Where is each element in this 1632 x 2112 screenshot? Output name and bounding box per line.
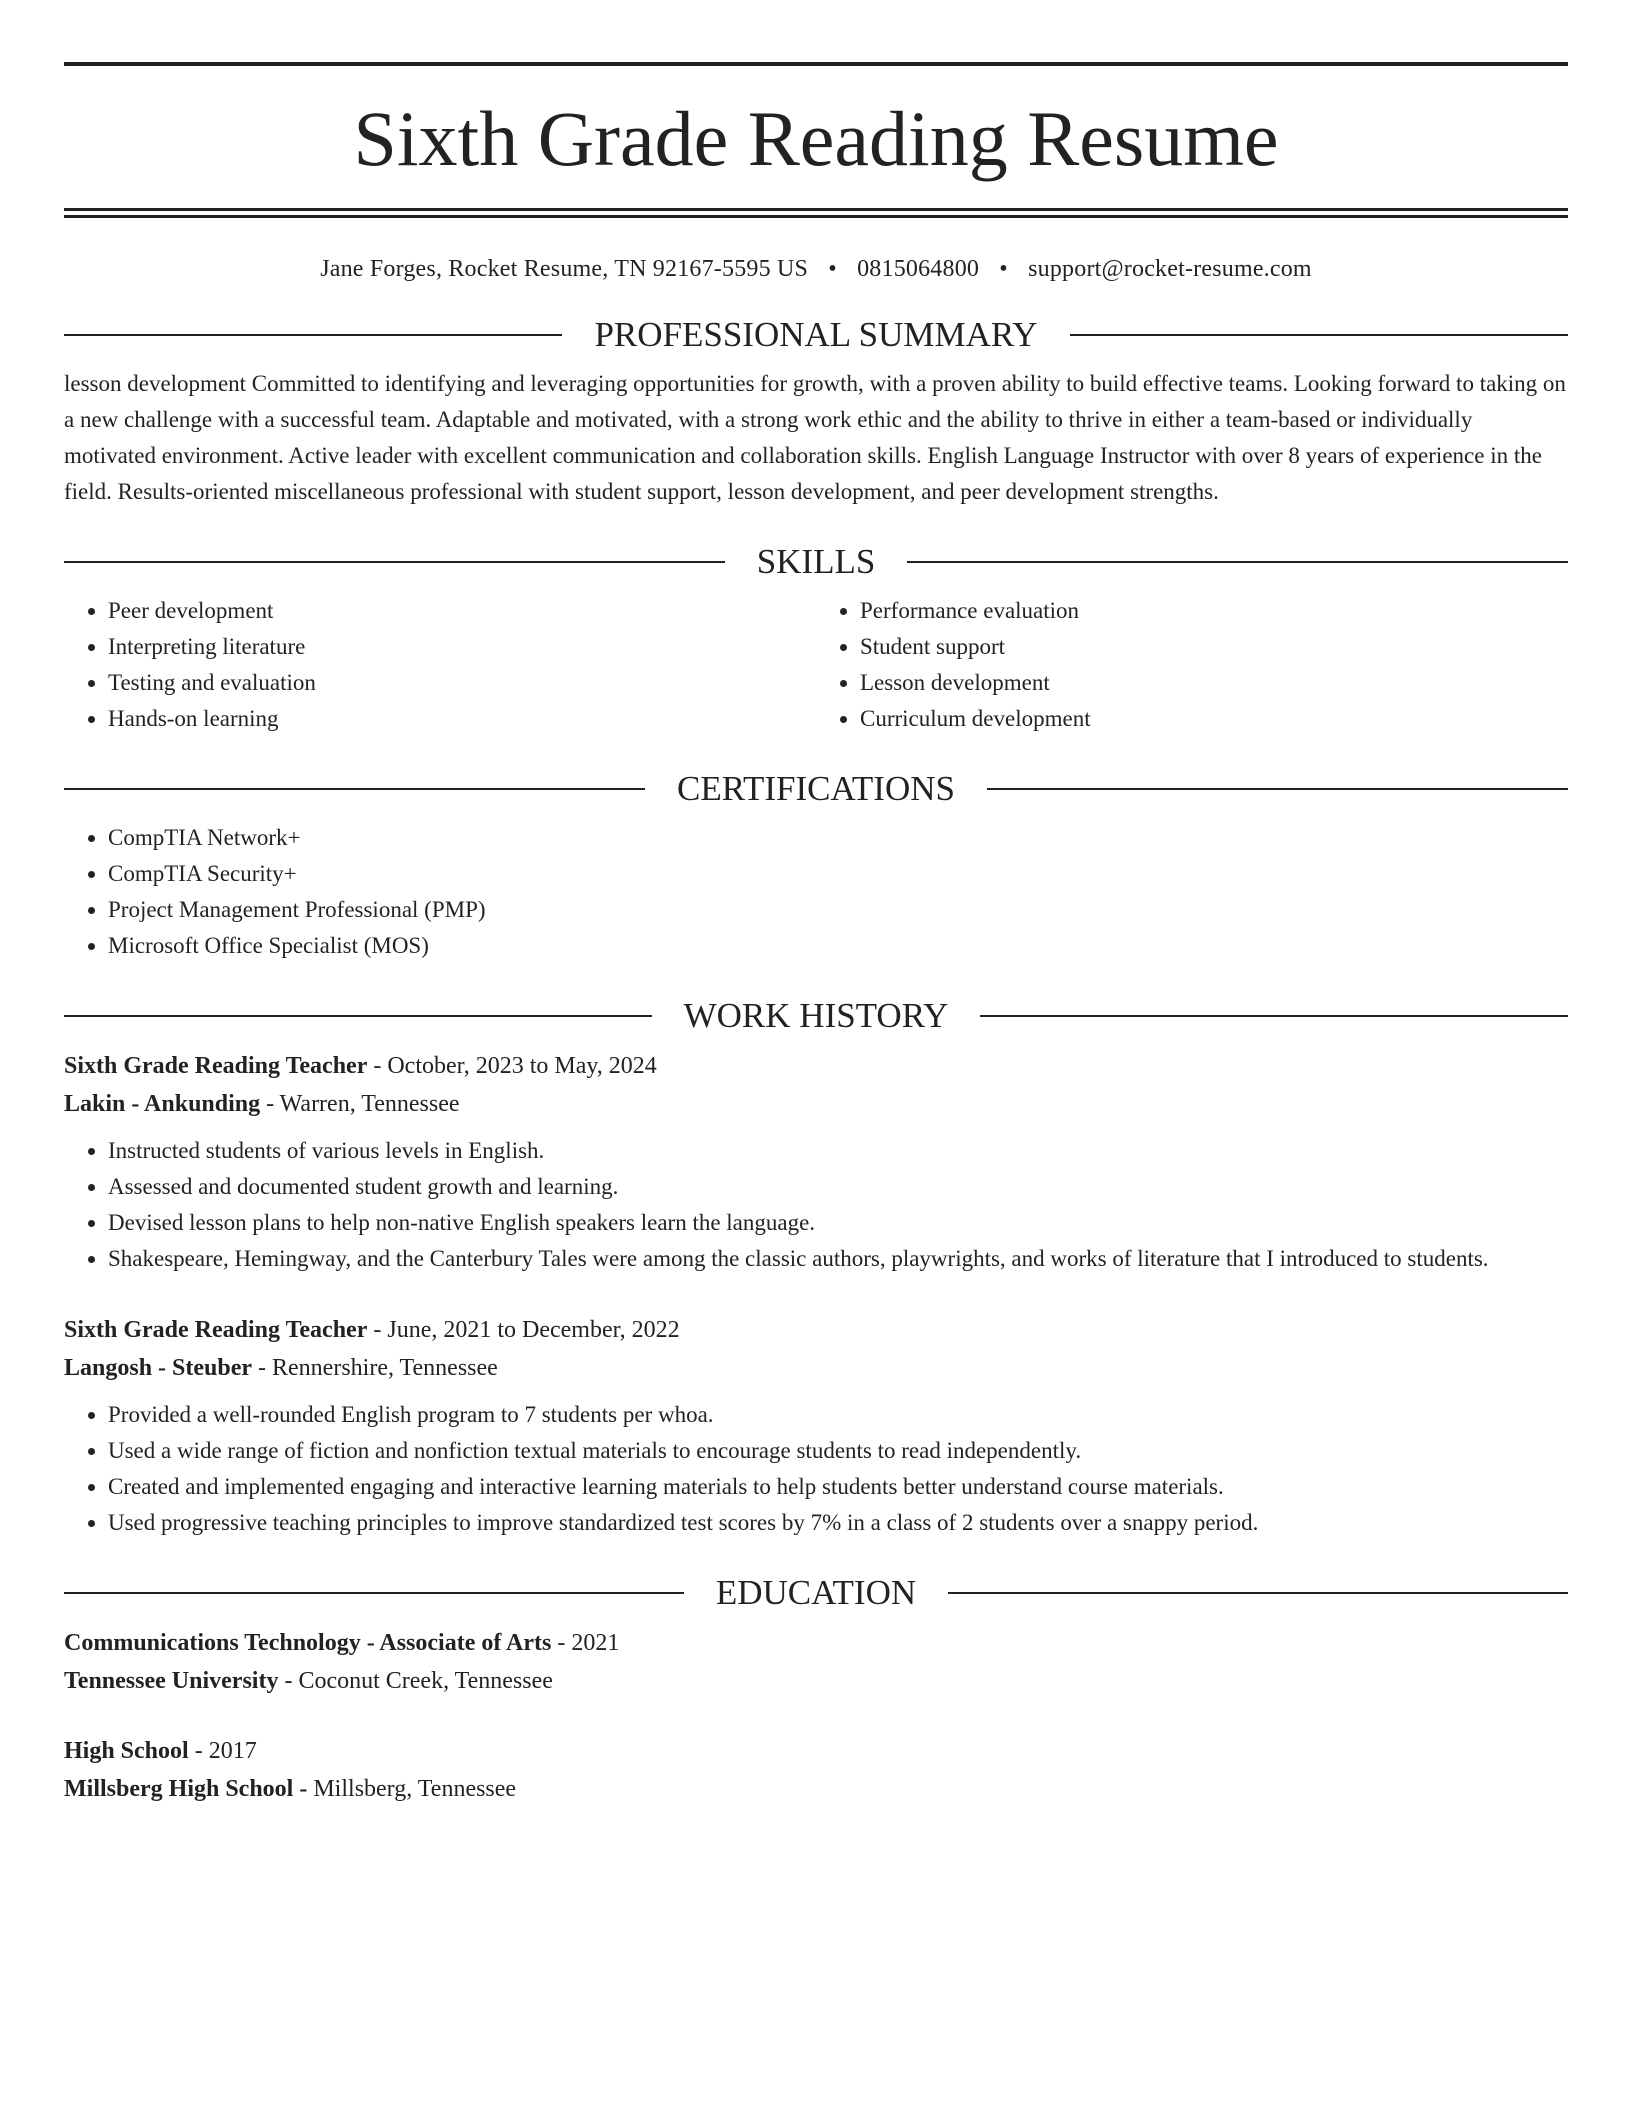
divider: [980, 1015, 1568, 1017]
skill-item: • Curriculum development: [860, 701, 1568, 737]
resume-page: [64, 0, 1568, 1808]
job-bullet: • Used a wide range of fiction and nonfiction textual materials to encourage students to read independently.: [108, 1433, 1568, 1469]
job-bullet: • Instructed students of various levels in English.: [108, 1133, 1568, 1169]
education-degree-line: [64, 1624, 1568, 1662]
job-bullet: • Used progressive teaching principles to improve standardized test scores by 7% in a class of 2 students over a snappy period.: [108, 1505, 1568, 1541]
job-bullet: • Shakespeare, Hemingway, and the Canterbury Tales were among the classic authors, playwrights, and works of literature that I introduced to students.: [108, 1241, 1568, 1277]
skills-list-left: [64, 593, 816, 737]
divider: [64, 1015, 652, 1017]
title-double-rule: [64, 208, 1568, 218]
job-company-line: [64, 1349, 1568, 1387]
education-school: Tennessee University: [64, 1668, 279, 1694]
job-location: - Warren, Tennessee: [260, 1091, 460, 1117]
skill-item: • Testing and evaluation: [108, 665, 816, 701]
job-bullet: • Created and implemented engaging and interactive learning materials to help students better understand course materials.: [108, 1469, 1568, 1505]
education-degree-line: [64, 1732, 1568, 1770]
divider: [907, 561, 1568, 563]
work-heading: WORK HISTORY: [683, 996, 949, 1035]
contact-address: Jane Forges, Rocket Resume, TN 92167-5595 US: [320, 256, 809, 282]
skills-heading-row: [64, 544, 1568, 579]
divider: [64, 334, 562, 336]
job-entry: [64, 1311, 1568, 1541]
skill-item: • Peer development: [108, 593, 816, 629]
job-location: - Rennershire, Tennessee: [252, 1355, 498, 1381]
divider: [64, 788, 645, 790]
skills-list-right: [816, 593, 1568, 737]
education-school-line: [64, 1770, 1568, 1808]
certifications-heading-row: [64, 771, 1568, 806]
education-entry: [64, 1624, 1568, 1700]
job-bullets: [64, 1397, 1568, 1541]
certification-item: • Project Management Professional (PMP): [108, 892, 1568, 928]
job-company: Lakin - Ankunding: [64, 1091, 261, 1117]
summary-heading-row: [64, 317, 1568, 352]
divider: [987, 788, 1568, 790]
job-company: Langosh - Steuber: [64, 1355, 253, 1381]
job-title: Sixth Grade Reading Teacher: [64, 1317, 368, 1343]
job-bullet: • Assessed and documented student growth and learning.: [108, 1169, 1568, 1205]
certification-item: • CompTIA Security+: [108, 856, 1568, 892]
job-dates: - June, 2021 to December, 2022: [367, 1317, 680, 1343]
education-heading: EDUCATION: [715, 1573, 917, 1612]
education-school-line: [64, 1662, 1568, 1700]
education-school: Millsberg High School -: [64, 1776, 308, 1802]
resume-title: Sixth Grade Reading Resume: [353, 95, 1279, 182]
divider: [1070, 334, 1568, 336]
job-title-line: [64, 1047, 1568, 1085]
job-dates: - October, 2023 to May, 2024: [367, 1053, 657, 1079]
education-degree: Communications Technology - Associate of Arts: [64, 1630, 552, 1656]
education-entry: [64, 1732, 1568, 1808]
skill-item: • Lesson development: [860, 665, 1568, 701]
work-heading-row: [64, 998, 1568, 1033]
skills-columns: [64, 593, 1568, 737]
skill-item: • Performance evaluation: [860, 593, 1568, 629]
education-location: - Coconut Creek, Tennessee: [278, 1668, 553, 1694]
contact-separator: •: [828, 256, 837, 282]
divider: [64, 561, 725, 563]
education-year: - 2021: [551, 1630, 620, 1656]
contact-separator: •: [999, 256, 1008, 282]
skill-item: • Hands-on learning: [108, 701, 816, 737]
job-title-line: [64, 1311, 1568, 1349]
job-bullet: • Provided a well-rounded English program to 7 students per whoa.: [108, 1397, 1568, 1433]
skills-heading: SKILLS: [756, 542, 876, 581]
skill-item: • Interpreting literature: [108, 629, 816, 665]
certifications-list: [64, 820, 1568, 964]
summary-heading: PROFESSIONAL SUMMARY: [594, 315, 1038, 354]
certification-item: • Microsoft Office Specialist (MOS): [108, 928, 1568, 964]
job-bullets: [64, 1133, 1568, 1277]
job-title: Sixth Grade Reading Teacher: [64, 1053, 368, 1079]
divider: [64, 1592, 684, 1594]
divider: [948, 1592, 1568, 1594]
education-location: Millsberg, Tennessee: [307, 1776, 517, 1802]
education-year: - 2017: [188, 1738, 257, 1764]
job-entry: [64, 1047, 1568, 1277]
job-bullet: • Devised lesson plans to help non-native English speakers learn the language.: [108, 1205, 1568, 1241]
contact-line: [64, 256, 1568, 283]
certification-item: • CompTIA Network+: [108, 820, 1568, 856]
skill-item: • Student support: [860, 629, 1568, 665]
job-company-line: [64, 1085, 1568, 1123]
education-heading-row: [64, 1575, 1568, 1610]
contact-email[interactable]: support@rocket-resume.com: [1028, 256, 1312, 282]
education-degree: High School: [64, 1738, 189, 1764]
summary-text: lesson development Committed to identifying and leveraging opportunities for growth, with a proven ability to build effective teams. Looking forward to taking on a new challenge with a successful team. Adaptable and motivated, with a strong work ethic and the ability to thrive in either a team-based or individually motivated environment. Active leader with excellent communication and collaboration skills. English Language Instructor with over 8 years of experience in the field. Results-oriented miscellaneous professional with student support, lesson development, and peer development strengths.: [64, 371, 1566, 504]
contact-phone: 0815064800: [857, 256, 980, 282]
certifications-heading: CERTIFICATIONS: [677, 769, 955, 808]
